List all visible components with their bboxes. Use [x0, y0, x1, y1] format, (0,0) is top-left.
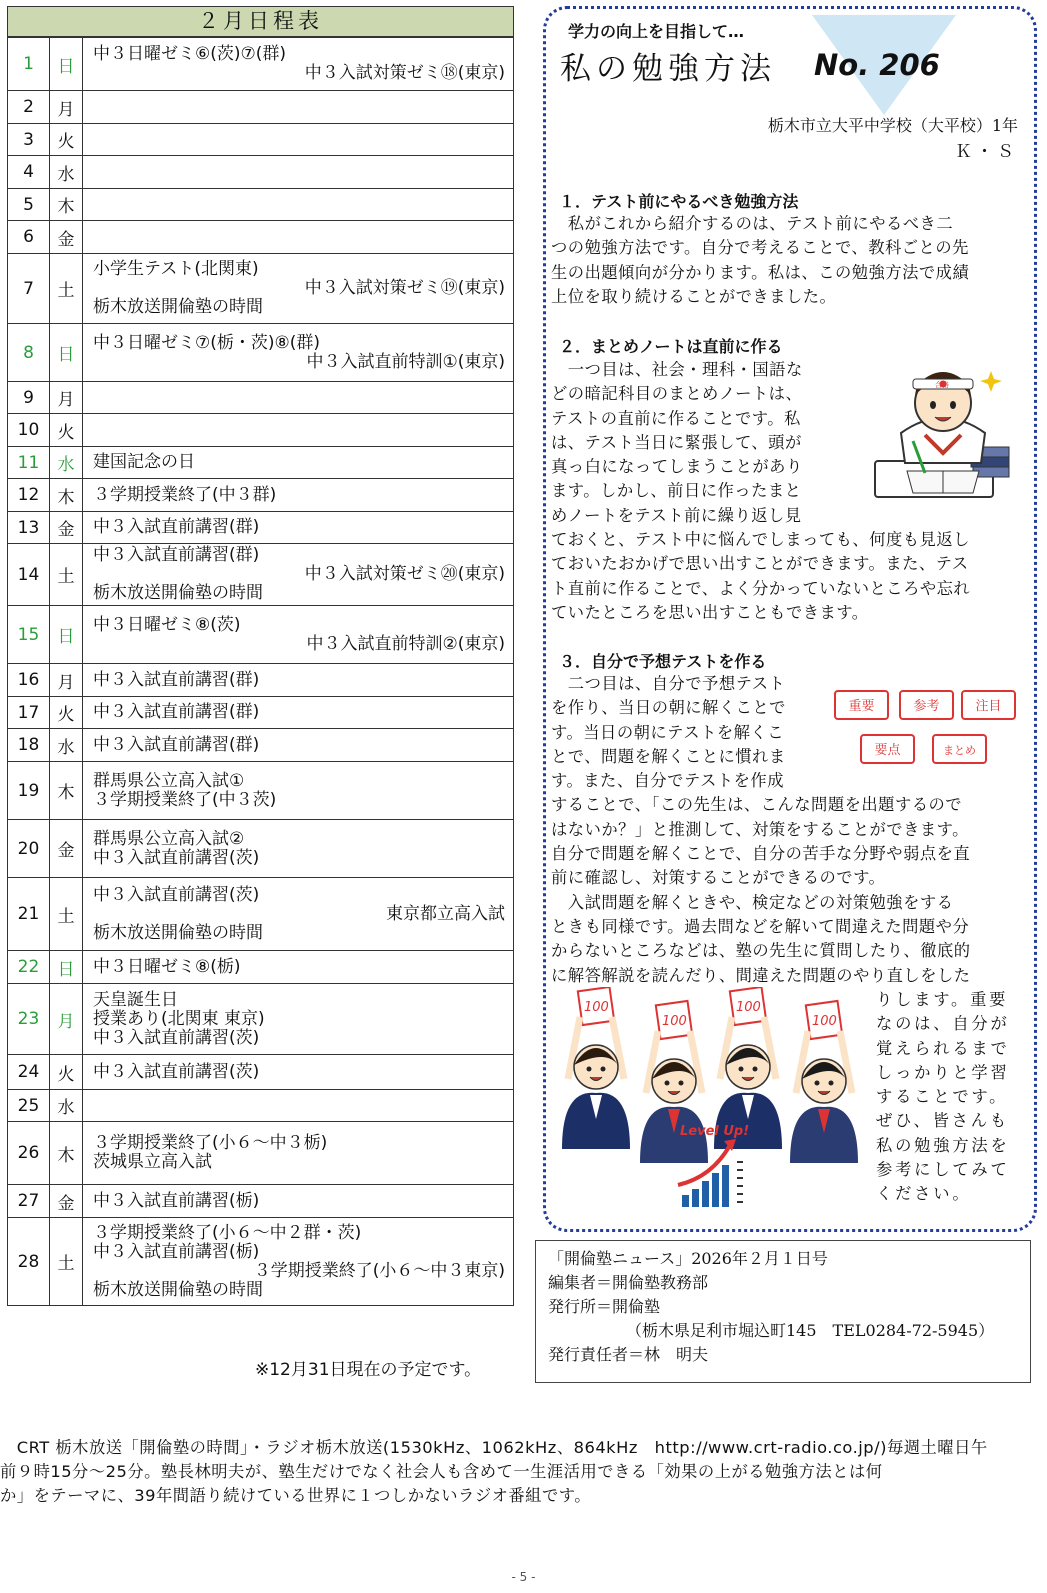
paragraph-line: 入試問題を解くときや、検定などの対策勉強をする — [551, 892, 954, 912]
schedule-event: 中３入試直前講習(栃) — [93, 1241, 260, 1262]
schedule-event: 中３入試対策ゼミ⑲(東京) — [304, 278, 505, 298]
schedule-row — [8, 984, 514, 1055]
author-school: 栃木市立大平中学校（大平校）1年 — [767, 116, 1018, 135]
schedule-row — [8, 606, 514, 664]
paragraph-line: 私の勉強方法を — [876, 1135, 1010, 1155]
schedule-events — [83, 447, 514, 479]
paragraph-line: ください。 — [876, 1184, 972, 1204]
schedule-event: ３学期授業終了(小６～中２群・茨) — [93, 1222, 362, 1243]
schedule-weekday: 月 — [50, 382, 83, 414]
schedule-day: 6 — [8, 221, 50, 254]
paragraph-line: 二つ目は、自分で予想テスト — [551, 674, 786, 693]
paragraph-line: に解答解説を読んだり、間違えた問題のやり直しをした — [551, 965, 971, 985]
schedule-row — [8, 1185, 514, 1218]
schedule-row — [8, 878, 514, 951]
schedule-weekday: 日 — [50, 324, 83, 382]
section-3-body-tail — [876, 988, 1026, 1207]
schedule-row — [8, 91, 514, 124]
schedule-day: 18 — [8, 729, 50, 762]
paragraph-line: 覚えられるまで — [876, 1038, 1010, 1058]
section-1-title: １．テスト前にやるべき勉強方法 — [559, 192, 799, 211]
study-tags — [832, 688, 1032, 778]
schedule-row — [8, 156, 514, 189]
schedule-day: 2 — [8, 91, 50, 124]
headband-text: 合格 — [935, 381, 949, 389]
schedule-weekday: 金 — [50, 221, 83, 254]
paragraph-line: 上位を取り続けることができました。 — [551, 286, 837, 306]
schedule-day: 8 — [8, 324, 50, 382]
schedule-weekday: 火 — [50, 124, 83, 156]
studying-student-illustration — [873, 363, 1013, 503]
schedule-row — [8, 479, 514, 512]
author-initials: Ｋ・Ｓ — [955, 142, 1018, 162]
schedule-day: 20 — [8, 820, 50, 878]
schedule-events — [83, 820, 514, 878]
paragraph-line: 生の出題傾向が分かります。私は、この勉強方法で成績 — [551, 262, 970, 282]
schedule-day: 12 — [8, 479, 50, 512]
schedule-event: 天皇誕生日 — [93, 989, 178, 1010]
schedule-day: 19 — [8, 762, 50, 820]
schedule-events — [83, 762, 514, 820]
schedule-events — [83, 1055, 514, 1090]
schedule-row — [8, 382, 514, 414]
paragraph-line: す。また、自分でテストを作成 — [551, 771, 784, 791]
schedule-event: 中３入試直前講習(茨) — [93, 1061, 260, 1082]
schedule-events — [83, 1122, 514, 1185]
schedule-weekday: 木 — [50, 1122, 83, 1185]
publication-info — [535, 1240, 1031, 1383]
schedule-event: 中３日曜ゼミ⑦(栃・茨)⑧(群) — [93, 332, 321, 353]
schedule-row — [8, 1090, 514, 1122]
schedule-day: 15 — [8, 606, 50, 664]
paragraph-line: 自分で問題を解くことで、自分の苦手な分野や弱点を直 — [551, 844, 971, 864]
schedule-row — [8, 729, 514, 762]
schedule-event: 中３入試直前講習(茨) — [93, 847, 260, 868]
schedule-day: 10 — [8, 414, 50, 447]
schedule-event: 栃木放送開倫塾の時間 — [93, 1279, 263, 1300]
schedule-event: 茨城県立高入試 — [93, 1152, 212, 1172]
info-line: 「開倫塾ニュース」2026年２月１日号 — [548, 1249, 828, 1268]
paragraph-line: することで、「この先生は、こんな問題を出題するので — [551, 795, 963, 815]
schedule-events — [83, 878, 514, 951]
paragraph-line: からないところなどは、塾の先生に質問したり、徹底的 — [551, 941, 971, 961]
section-2-title: ２．まとめノートは直前に作る — [559, 337, 783, 356]
info-line: 編集者＝開倫塾教務部 — [548, 1273, 709, 1292]
schedule-event: ３学期授業終了(中３茨) — [93, 789, 277, 810]
schedule-weekday: 木 — [50, 479, 83, 512]
schedule-events — [83, 479, 514, 512]
schedule-event: 中３入試直前講習(茨) — [93, 1027, 260, 1048]
paragraph-line: ます。しかし、前日に作ったまと — [551, 481, 802, 501]
schedule-event: 授業あり(北関東 東京) — [93, 1008, 265, 1029]
schedule-event: 中３入試直前講習(群) — [93, 702, 260, 722]
paragraph-line: テストの直前に作ることです。私 — [551, 408, 801, 428]
tag-sankou: 参考 — [899, 690, 954, 720]
schedule-row — [8, 254, 514, 324]
schedule-event: 群馬県公立高入試① — [93, 770, 245, 791]
paragraph-line: ぜひ、皆さんも — [876, 1111, 1009, 1131]
section-3-title: ３．自分で予想テストを作る — [559, 652, 767, 671]
article-headline: 私の勉強方法 — [560, 51, 776, 87]
schedule-day: 9 — [8, 382, 50, 414]
schedule-events — [83, 221, 514, 254]
paragraph-line: ていたところを思い出すこともできます。 — [551, 602, 869, 622]
schedule-weekday: 木 — [50, 762, 83, 820]
schedule-event: 中３入試直前講習(栃) — [93, 1190, 260, 1211]
schedule-row — [8, 324, 514, 382]
paragraph-line: しっかりと学習 — [876, 1062, 1010, 1082]
schedule-event: 中３日曜ゼミ⑧(栃) — [93, 956, 241, 977]
schedule-day: 28 — [8, 1218, 50, 1306]
schedule-event: 中３入試対策ゼミ⑱(東京) — [304, 63, 505, 83]
paragraph-line: することです。 — [876, 1087, 1009, 1107]
schedule-events — [83, 38, 514, 91]
schedule-event: 東京都立高入試 — [386, 903, 505, 924]
schedule-weekday: 火 — [50, 697, 83, 729]
schedule-weekday: 月 — [50, 984, 83, 1055]
tag-youten: 要点 — [860, 734, 915, 764]
schedule-weekday: 金 — [50, 1185, 83, 1218]
schedule-weekday: 日 — [50, 951, 83, 984]
schedule-event: 栃木放送開倫塾の時間 — [93, 922, 263, 943]
paragraph-line: とで、問題を解くことに慣れま — [551, 746, 786, 766]
schedule-day: 26 — [8, 1122, 50, 1185]
schedule-table — [7, 37, 514, 1306]
schedule-row — [8, 762, 514, 820]
schedule-weekday: 水 — [50, 156, 83, 189]
schedule-weekday: 月 — [50, 91, 83, 124]
schedule-event: 中３入試直前講習(群) — [93, 545, 260, 565]
paragraph-line: つの勉強方法です。自分で考えることで、教科ごとの先 — [551, 238, 969, 258]
paragraph-line: は、テスト当日に緊張して、頭が — [551, 432, 802, 452]
schedule-event: 建国記念の日 — [93, 452, 195, 472]
score-100-label: 100 — [736, 1000, 761, 1015]
schedule-event: 中３入試直前特訓①(東京) — [306, 351, 505, 372]
tag-juyou: 重要 — [834, 690, 889, 720]
paragraph-line: ておくと、テスト中に悩んでしまっても、何度も見返し — [551, 530, 970, 550]
schedule-events — [83, 414, 514, 447]
schedule-weekday: 月 — [50, 664, 83, 697]
schedule-weekday: 火 — [50, 1055, 83, 1090]
schedule-day: 24 — [8, 1055, 50, 1090]
schedule-row — [8, 664, 514, 697]
schedule-event: 栃木放送開倫塾の時間 — [93, 583, 263, 603]
score-100-label: 100 — [812, 1014, 837, 1029]
schedule-day: 7 — [8, 254, 50, 324]
schedule-title: ２月日程表 — [7, 6, 514, 37]
paragraph-line: なのは、自分が — [876, 1014, 1010, 1034]
schedule-day: 13 — [8, 512, 50, 544]
paragraph-line: 真っ白になってしまうことがあり — [551, 457, 803, 477]
schedule-events — [83, 544, 514, 606]
schedule-events — [83, 189, 514, 221]
levelup-text: Level Up! — [680, 1124, 750, 1139]
schedule-events — [83, 1185, 514, 1218]
schedule-day: 27 — [8, 1185, 50, 1218]
schedule-events — [83, 91, 514, 124]
schedule-weekday: 土 — [50, 878, 83, 951]
schedule-events — [83, 697, 514, 729]
schedule-day: 11 — [8, 447, 50, 479]
paragraph-line: 前に確認し、対策することができるのです。 — [551, 868, 886, 888]
info-line: （栃木県足利市堀込町145 TEL0284-72-5945） — [626, 1321, 995, 1340]
paragraph-line: りします。重要 — [876, 990, 1009, 1009]
schedule-row — [8, 1218, 514, 1306]
schedule-events — [83, 124, 514, 156]
student-figure — [562, 987, 630, 1149]
radio-line: 前９時15分～25分。塾長林明夫が、塾生だけでなく社会人も含めて一生涯活用できる「効果の上がる勉強方法とは何 — [0, 1462, 883, 1481]
info-line: 発行責任者＝林 明夫 — [548, 1345, 709, 1364]
schedule-row — [8, 38, 514, 91]
paragraph-line: ト直前に作ることで、よく分かっていないところや忘れ — [551, 578, 971, 598]
schedule-event: 群馬県公立高入試② — [93, 828, 245, 849]
schedule-day: 1 — [8, 38, 50, 91]
schedule-row — [8, 544, 514, 606]
schedule-row — [8, 697, 514, 729]
schedule-events — [83, 951, 514, 984]
paragraph-line: ときも同様です。過去問などを解いて間違えた問題や分 — [551, 916, 970, 936]
schedule-event: 小学生テスト(北関東) — [93, 259, 259, 279]
schedule-events — [83, 512, 514, 544]
paragraph-line: ておいたおかげで思い出すことができます。また、テス — [551, 554, 969, 574]
schedule-row — [8, 951, 514, 984]
tag-chuumoku: 注目 — [961, 690, 1016, 720]
schedule-row — [8, 189, 514, 221]
schedule-row — [8, 1055, 514, 1090]
schedule-weekday: 金 — [50, 512, 83, 544]
schedule-event: 中３日曜ゼミ⑧(茨) — [93, 614, 241, 635]
paragraph-line: 一つ目は、社会・理科・国語な — [551, 360, 803, 379]
info-line: 発行所＝開倫塾 — [548, 1297, 661, 1316]
schedule-event: 中３日曜ゼミ⑥(茨)⑦(群) — [93, 44, 287, 64]
schedule-day: 25 — [8, 1090, 50, 1122]
schedule-events — [83, 254, 514, 324]
schedule-day: 16 — [8, 664, 50, 697]
schedule-row — [8, 124, 514, 156]
schedule-weekday: 火 — [50, 414, 83, 447]
schedule-event: ３学期授業終了(小６～中３栃) — [93, 1133, 328, 1153]
score-100-label: 100 — [584, 1000, 609, 1015]
schedule-row — [8, 512, 514, 544]
schedule-weekday: 水 — [50, 1090, 83, 1122]
schedule-events — [83, 1218, 514, 1306]
schedule-event: 中３入試直前講習(茨) — [93, 884, 260, 905]
schedule-events — [83, 729, 514, 762]
schedule-events — [83, 1090, 514, 1122]
schedule-weekday: 木 — [50, 189, 83, 221]
radio-line: か」をテーマに、39年間語り続けている世界に１つしかないラジオ番組です。 — [0, 1486, 591, 1505]
schedule-weekday: 日 — [50, 38, 83, 91]
radio-line: CRT 栃木放送「開倫塾の時間」・ラジオ栃木放送(1530kHz、1062kHz、864kHz http://www.crt-radio.co.jp/)毎週土曜日午 — [0, 1438, 988, 1457]
paragraph-line: を作り、当日の朝に解くことで — [551, 698, 786, 718]
schedule-event: 中３入試直前講習(群) — [93, 669, 260, 690]
paragraph-line: す。当日の朝にテストを解くこ — [551, 722, 784, 742]
schedule-footnote: ※12月31日現在の予定です。 — [255, 1360, 482, 1380]
schedule-day: 23 — [8, 984, 50, 1055]
schedule-weekday: 金 — [50, 820, 83, 878]
schedule-weekday: 土 — [50, 254, 83, 324]
schedule-event: ３学期授業終了(中３群) — [93, 484, 277, 505]
schedule-events — [83, 606, 514, 664]
schedule-events — [83, 664, 514, 697]
paragraph-line: はないか？」と推測して、対策をすることができます。 — [551, 819, 969, 839]
schedule-event: 中３入試直前特訓②(東京) — [306, 633, 505, 654]
paragraph-line: 私がこれから紹介するのは、テスト前にやるべき二 — [551, 214, 954, 233]
paragraph-line: どの暗記科目のまとめノートは、 — [551, 384, 803, 404]
schedule-weekday: 日 — [50, 606, 83, 664]
radio-program-note — [0, 1436, 1030, 1508]
schedule-events — [83, 324, 514, 382]
students-level-up-illustration — [552, 987, 860, 1213]
schedule-event: ３学期授業終了(小６～中３東京) — [253, 1260, 505, 1281]
schedule-row — [8, 221, 514, 254]
schedule-weekday: 土 — [50, 544, 83, 606]
schedule-row — [8, 447, 514, 479]
schedule-row — [8, 820, 514, 878]
page-number: - 5 - — [511, 1570, 536, 1584]
paragraph-line: めノートをテスト前に繰り返し見 — [551, 505, 802, 525]
schedule-event: 栃木放送開倫塾の時間 — [93, 297, 263, 317]
schedule-weekday: 水 — [50, 729, 83, 762]
schedule-day: 17 — [8, 697, 50, 729]
schedule-weekday: 土 — [50, 1218, 83, 1306]
schedule-events — [83, 156, 514, 189]
schedule-event: 中３入試対策ゼミ⑳(東京) — [304, 564, 505, 584]
schedule-day: 14 — [8, 544, 50, 606]
schedule — [7, 6, 514, 1306]
schedule-events — [83, 984, 514, 1055]
schedule-day: 4 — [8, 156, 50, 189]
schedule-row — [8, 414, 514, 447]
paragraph-line: 参考にしてみて — [876, 1160, 1010, 1180]
article-kicker: 学力の向上を目指して… — [568, 22, 745, 41]
section-1-body — [551, 212, 1029, 309]
schedule-row — [8, 1122, 514, 1185]
schedule-day: 21 — [8, 878, 50, 951]
schedule-day: 22 — [8, 951, 50, 984]
issue-number: No. 206 — [814, 48, 940, 82]
schedule-weekday: 水 — [50, 447, 83, 479]
schedule-event: 中３入試直前講習(群) — [93, 517, 260, 537]
score-100-label: 100 — [662, 1014, 687, 1029]
schedule-day: 3 — [8, 124, 50, 156]
schedule-event: 中３入試直前講習(群) — [93, 734, 260, 755]
student-figure — [790, 1001, 858, 1163]
schedule-events — [83, 382, 514, 414]
schedule-day: 5 — [8, 189, 50, 221]
tag-matome: まとめ — [932, 734, 987, 764]
